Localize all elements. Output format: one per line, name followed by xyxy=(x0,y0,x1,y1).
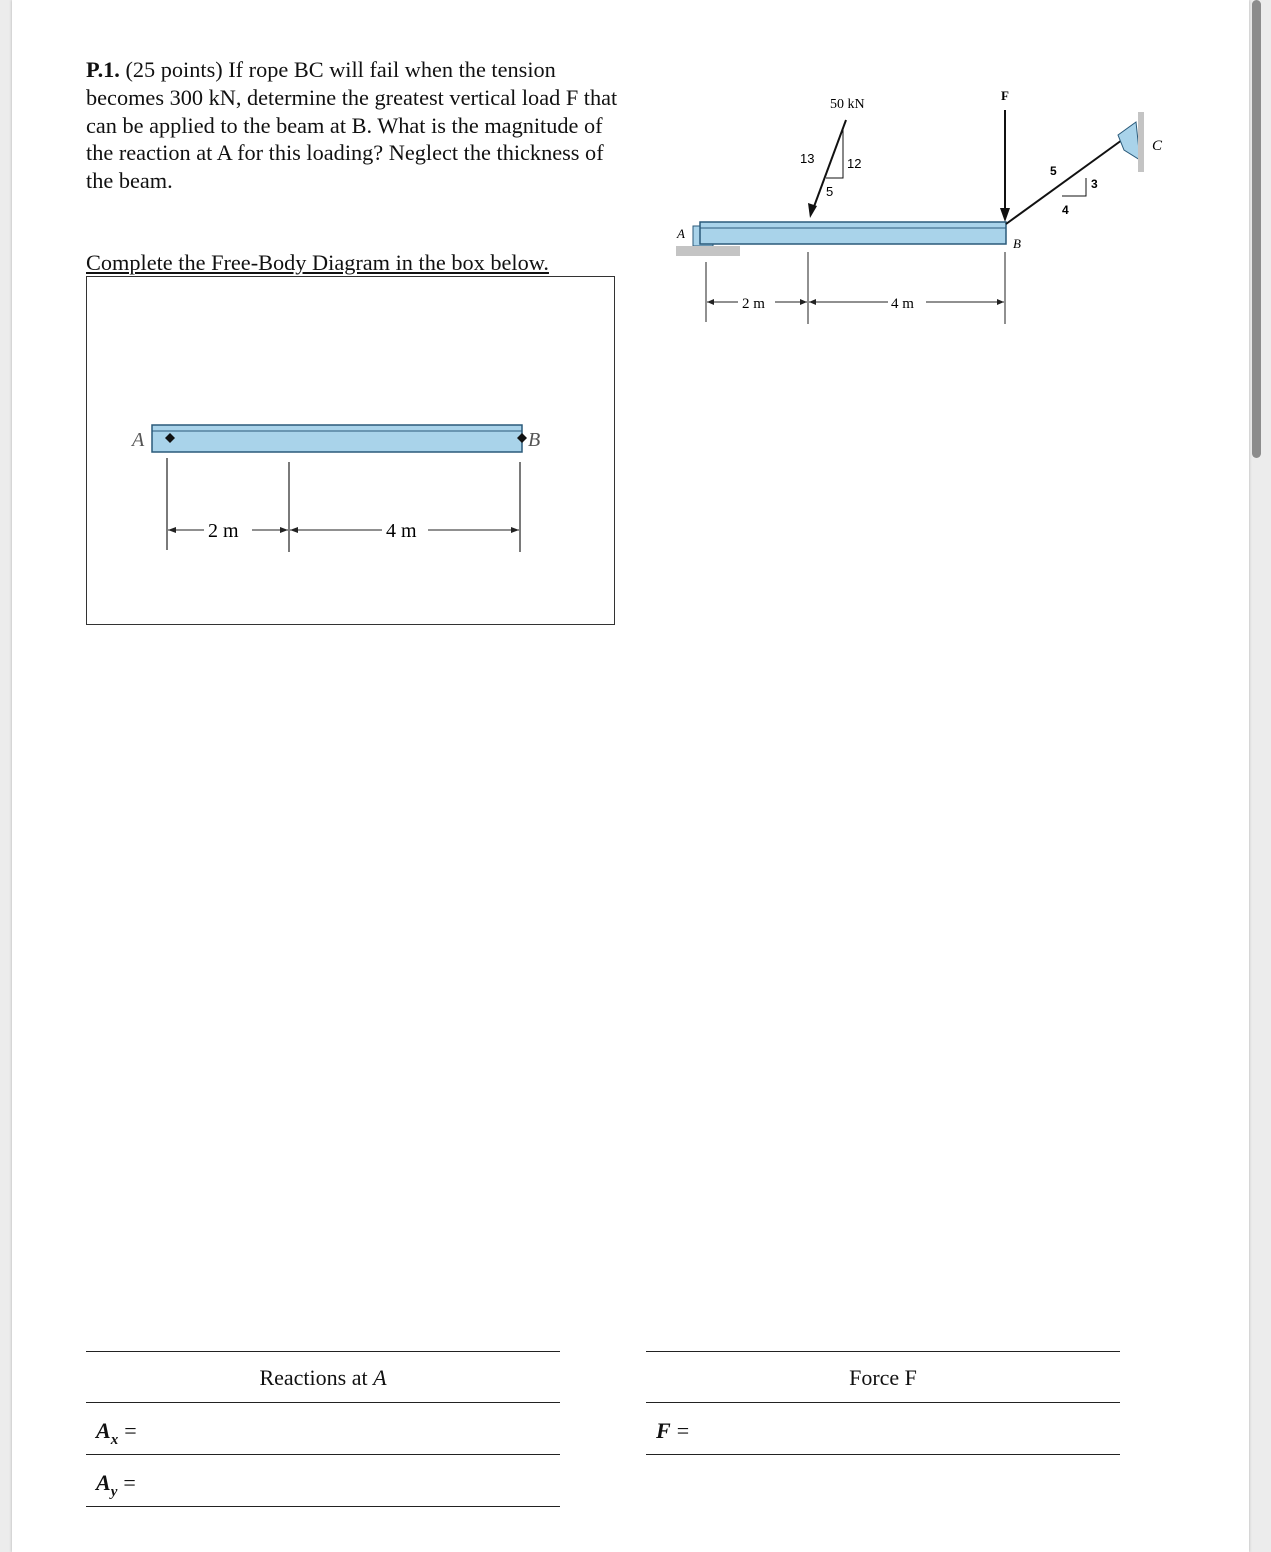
figure-dim-arrow xyxy=(707,299,714,305)
load-50kn-arrowhead xyxy=(808,203,817,218)
fbd-instruction: Complete the Free-Body Diagram in the box below. xyxy=(86,250,549,275)
force-f-label: F xyxy=(1001,88,1009,103)
ax-answer-line[interactable] xyxy=(86,1454,560,1455)
figure-point-b-label: B xyxy=(1013,236,1021,251)
force-title: Force F xyxy=(849,1365,917,1390)
ax-var: A xyxy=(96,1418,111,1443)
table-rule xyxy=(646,1402,1120,1403)
table-rule xyxy=(646,1351,1120,1352)
ay-equals: = xyxy=(123,1470,136,1495)
ay-sub: y xyxy=(110,1484,118,1500)
problem-label: P.1. xyxy=(86,57,120,82)
reactions-title xyxy=(86,1365,560,1391)
fbd-point-b-label: B xyxy=(528,429,541,451)
figure-dim-arrow xyxy=(800,299,807,305)
figure-dim-4m: 4 m xyxy=(891,296,914,312)
fbd-dim-2m: 2 m xyxy=(208,520,239,542)
f-label xyxy=(656,1418,689,1444)
ay-var: A xyxy=(96,1470,111,1495)
f-var: F xyxy=(656,1418,671,1443)
reactions-title-var: A xyxy=(373,1365,387,1390)
figure-beam xyxy=(700,222,1006,244)
reactions-title-prefix: Reactions at xyxy=(259,1365,374,1390)
problem-text: (25 points) If rope BC will fail when the tension becomes 300 kN, determine the greatest vertical load F that can be applied to the beam at B. What is the magnitude of the reaction at A for this loading? Neglect the thickness of the beam. xyxy=(86,57,618,194)
rope-slope-3-label: 3 xyxy=(1091,177,1098,191)
figure-dim-arrow xyxy=(809,299,816,305)
table-rule xyxy=(86,1351,560,1352)
rope-slope-4-label: 4 xyxy=(1062,203,1069,217)
rope-slope-5-label: 5 xyxy=(1050,164,1057,178)
wall-c xyxy=(1138,112,1144,172)
load-50kn-label: 50 kN xyxy=(830,97,865,112)
ay-answer-line[interactable] xyxy=(86,1506,560,1507)
figure-dim-arrow xyxy=(997,299,1004,305)
slope-13-label: 13 xyxy=(800,151,815,166)
figure-dim-2m: 2 m xyxy=(742,296,765,312)
fbd-point-a-label: A xyxy=(132,429,145,451)
fbd-dim-4m: 4 m xyxy=(386,520,417,542)
f-equals: = xyxy=(676,1418,690,1443)
ay-label xyxy=(96,1470,136,1500)
slope-12-label: 12 xyxy=(847,156,862,171)
table-rule xyxy=(86,1402,560,1403)
force-f-arrowhead xyxy=(1000,208,1010,222)
slope-5-label: 5 xyxy=(826,184,834,199)
figure-point-a-label: A xyxy=(677,226,685,241)
support-a-ground xyxy=(676,246,740,256)
wall-bracket-c xyxy=(1118,122,1140,160)
f-answer-line[interactable] xyxy=(646,1454,1120,1455)
ax-equals: = xyxy=(124,1418,137,1443)
ax-sub: x xyxy=(110,1432,119,1448)
figure-point-c-label: C xyxy=(1152,138,1163,154)
ax-label xyxy=(96,1418,137,1448)
